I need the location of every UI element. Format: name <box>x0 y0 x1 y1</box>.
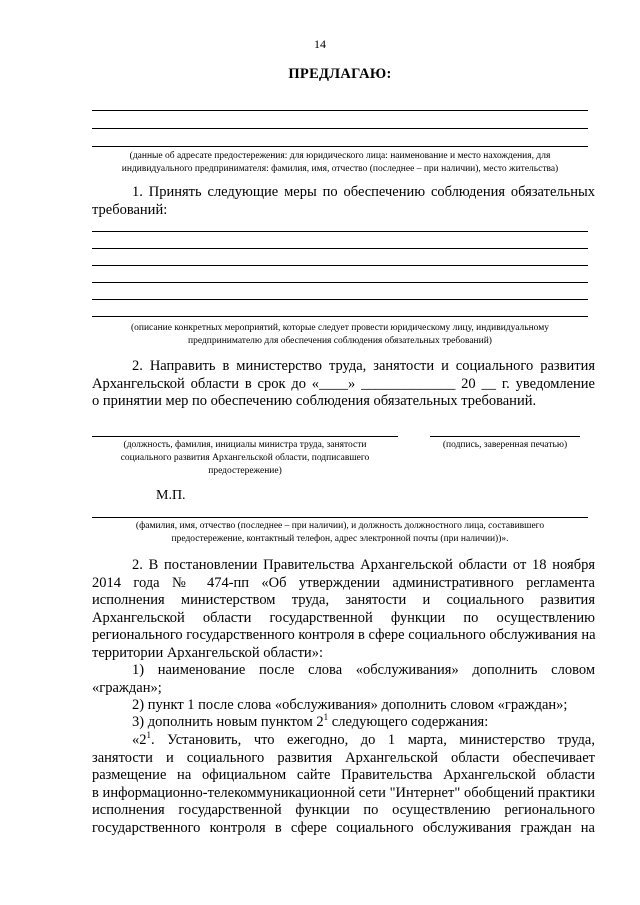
signer-line <box>92 436 398 437</box>
section-2-paragraph: 2. В постановлении Правительства Архангельской области от 18 ноября 2014 года № 474-пп «Об утверждении административного регламента исполнения министерством труда, занятости и социального развития Архангельской области государственной функции по осуществлению регионального государственного контроля в сфере социального обслуживания на территории Архангельской области»: <box>92 557 596 661</box>
item-1-paragraph: 1. Принять следующие меры по обеспечению соблюдения обязательных требований: <box>92 184 595 218</box>
blank-line <box>92 299 588 300</box>
blank-line <box>92 128 588 129</box>
blank-line <box>92 316 588 317</box>
quoted-clause: «$2^1$. Установить, что ежегодно, до 1 марта, министерство труда, занятости и социального развития Архангельской области обеспечивает размещение на официальном сайте Правительства Архангельской области в информационно-телекоммуникационной сети "Интернет" обобщений практики исполнения государственной функции по осуществлению регионального государственного контроля в сфере социального обслуживания граждан на <box>92 730 595 836</box>
signer-caption: (должность, фамилия, инициалы министра труда, занятости социального развития Архангельской области, подписавшего предостережение) <box>120 440 370 476</box>
signature-caption: (подпись, заверенная печатью) <box>442 440 568 450</box>
subitem-3: 3) дополнить новым пунктом $2^1$ следующего содержания: <box>132 712 489 730</box>
blank-line <box>92 231 588 232</box>
page-heading: ПРЕДЛАГАЮ: <box>288 66 392 82</box>
page-number: 14 <box>314 37 326 51</box>
official-caption: (фамилия, имя, отчество (последнее – при наличии), и должность должностного лица, составившего предостережение, контактный телефон, адрес электронной почты (при наличии))». <box>135 521 545 544</box>
addressee-caption: (данные об адресате предостережения: для юридического лица: наименование и место нахождения, для индивидуального предпринимателя: фамилия, имя, отчество (последнее – при наличии), место жительства) <box>121 151 559 174</box>
blank-line <box>92 110 588 111</box>
blank-line <box>92 265 588 266</box>
subitem-2: 2) пункт 1 после слова «обслуживания» дополнить словом «граждан»; <box>132 697 568 713</box>
signature-line <box>430 436 580 437</box>
blank-line <box>92 248 588 249</box>
subitem-1: 1) наименование после слова «обслуживания» дополнить словом «граждан»; <box>92 662 595 696</box>
measures-caption: (описание конкретных мероприятий, которые следует провести юридическому лицу, индивидуальному предпринимателю для обеспечения соблюдения обязательных требований) <box>130 323 550 346</box>
blank-line <box>92 282 588 283</box>
stamp-mark: М.П. <box>156 488 186 503</box>
blank-line <box>92 517 588 518</box>
blank-line <box>92 146 588 147</box>
item-2-paragraph: 2. Направить в министерство труда, занятости и социального развития Архангельской области в срок до «____» _____________ 20 __ г. уведомление о принятии мер по обеспечению соблюдения обязательных требований. <box>92 358 595 409</box>
